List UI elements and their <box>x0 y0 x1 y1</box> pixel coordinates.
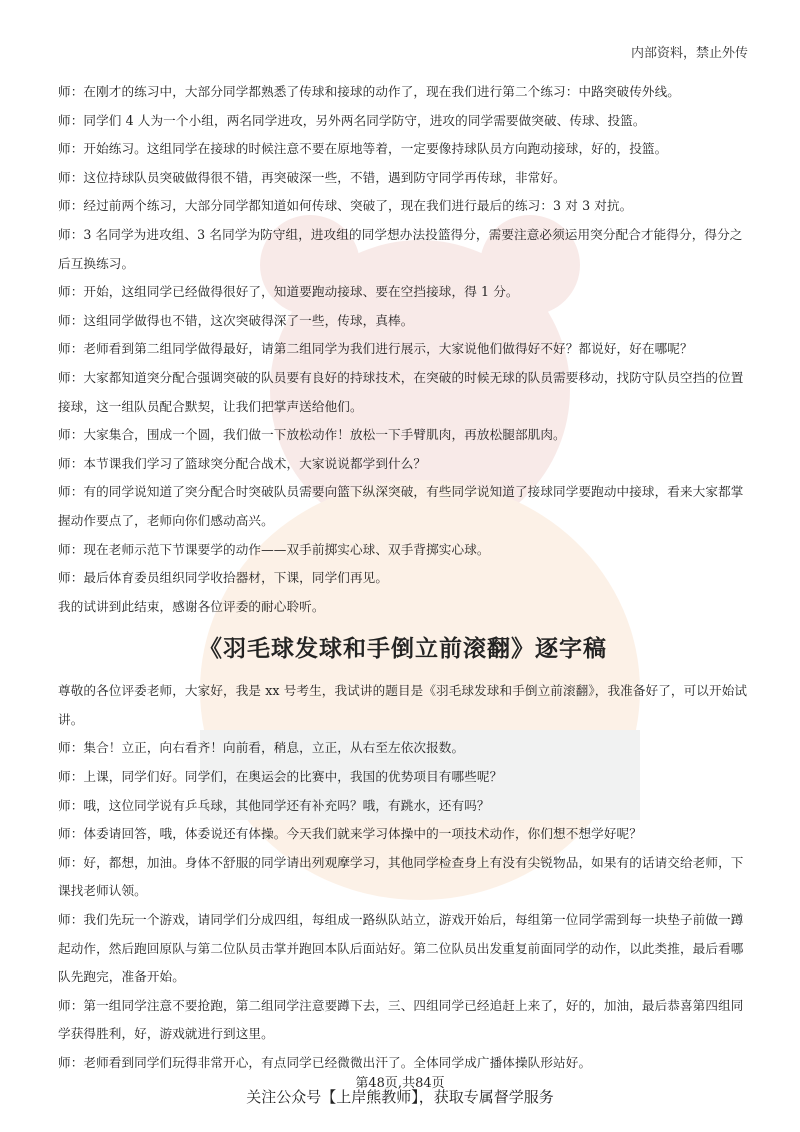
footer-promo: 关注公众号【上岸熊教师】，获取专属督学服务 <box>246 1088 554 1106</box>
paragraph: 师：这位持球队员突破做得很不错，再突破深一些，不错，遇到防守同学再传球，非常好。 <box>58 169 566 185</box>
paragraph: 师：体委请回答，哦，体委说还有体操。今天我们就来学习体操中的一项技术动作，你们想不想学好呢？ <box>58 826 642 842</box>
paragraph: 师：第一组同学注意不要抢跑，第二组同学注意要蹲下去，三、四组同学已经追赶上来了，好的，加油，最后恭喜第四组同学获得胜利，好，游戏就进行到这里。 <box>58 997 744 1042</box>
document-body <box>58 78 748 1078</box>
paragraph: 师：现在老师示范下节课要学的动作——双手前掷实心球、双手背掷实心球。 <box>58 541 490 557</box>
paragraph: 师：在刚才的练习中，大部分同学都熟悉了传球和接球的动作了，现在我们进行第二个练习：中路突破传外线。 <box>58 84 680 99</box>
paragraph: 师：开始，这组同学已经做得很好了，知道要跑动接球、要在空挡接球，得 1 分。 <box>58 284 519 300</box>
paragraph: 师：大家都知道突分配合强调突破的队员要有良好的持球技术，在突破的时候无球的队员需要移动，找防守队员空挡的位置接球，这一组队员配合默契，让我们把掌声送给他们。 <box>58 369 744 414</box>
paragraph: 师：集合！立正，向右看齐！向前看，稍息，立正，从右至左依次报数。 <box>58 740 465 756</box>
paragraph: 师：开始练习。这组同学在接球的时候注意不要在原地等着，一定要像持球队员方向跑动接球，好的，投篮。 <box>58 141 668 157</box>
paragraph: 师：哦，这位同学说有乒乓球，其他同学还有补充吗？哦，有跳水，还有吗？ <box>58 797 490 813</box>
paragraph: 师：同学们 4 人为一个小组，两名同学进攻，另外两名同学防守，进攻的同学需要做突破、传球、投篮。 <box>58 112 646 128</box>
paragraph: 师：老师看到同学们玩得非常开心，有点同学已经微微出汗了。全体同学成广播体操队形站好。 <box>58 1055 592 1070</box>
paragraph: 师：好，都想，加油。身体不舒服的同学请出列观摩学习，其他同学检查身上有没有尖锐物品，如果有的话请交给老师，下课找老师认领。 <box>58 854 744 899</box>
paragraph: 师：最后体育委员组织同学收拾器材，下课，同学们再见。 <box>58 570 389 586</box>
opening-statement: 尊敬的各位评委老师，大家好，我是 xx 号考生，我试讲的题目是《羽毛球发球和手倒立前滚翻》，我准备好了，可以开始试讲。 <box>58 683 748 727</box>
paragraph: 师：大家集合，围成一个圆，我们做一下放松动作！放松一下手臂肌肉，再放松腿部肌肉。 <box>58 427 566 443</box>
section-title: 《羽毛球发球和手倒立前滚翻》逐字稿 <box>199 636 607 663</box>
closing-statement: 我的试讲到此结束，感谢各位评委的耐心聆听。 <box>58 598 325 614</box>
paragraph: 师：老师看到第二组同学做得最好，请第二组同学为我们进行展示，大家说他们做得好不好？都说好，好在哪呢？ <box>58 341 693 357</box>
confidential-notice: 内部资料，禁止外传 <box>630 46 748 61</box>
paragraph: 师：经过前两个练习，大部分同学都知道如何传球、突破了，现在我们进行最后的练习：3 对 3 对抗。 <box>58 198 633 214</box>
paragraph: 师：本节课我们学习了篮球突分配合战术，大家说说都学到什么？ <box>58 455 427 471</box>
paragraph: 师：有的同学说知道了突分配合时突破队员需要向篮下纵深突破，有些同学说知道了接球同学要跑动中接球，看来大家都掌握动作要点了，老师向你们感动高兴。 <box>58 484 744 528</box>
paragraph: 师：我们先玩一个游戏，请同学们分成四组，每组成一路纵队站立，游戏开始后，每组第一位同学需到每一块垫子前做一蹲起动作，然后跑回原队与第二位队员击掌并跑回本队后面站好。第二位队员出发重复前面同学的动作，以此类推，最后看哪队先跑完，准备开始。 <box>58 912 744 985</box>
paragraph: 师：上课，同学们好。同学们，在奥运会的比赛中，我国的优势项目有哪些呢？ <box>58 769 503 785</box>
section-badminton-transcript <box>58 677 748 1077</box>
paragraph: 师：3 名同学为进攻组、3 名同学为防守组，进攻组的同学想办法投篮得分，需要注意必须运用突分配合才能得分，得分之后互换练习。 <box>58 226 743 271</box>
section-basketball-transcript <box>58 78 748 621</box>
paragraph: 师：这组同学做得也不错，这次突破得深了一些，传球，真棒。 <box>58 312 414 328</box>
page-number: 第48页,共84页 <box>355 1076 445 1091</box>
